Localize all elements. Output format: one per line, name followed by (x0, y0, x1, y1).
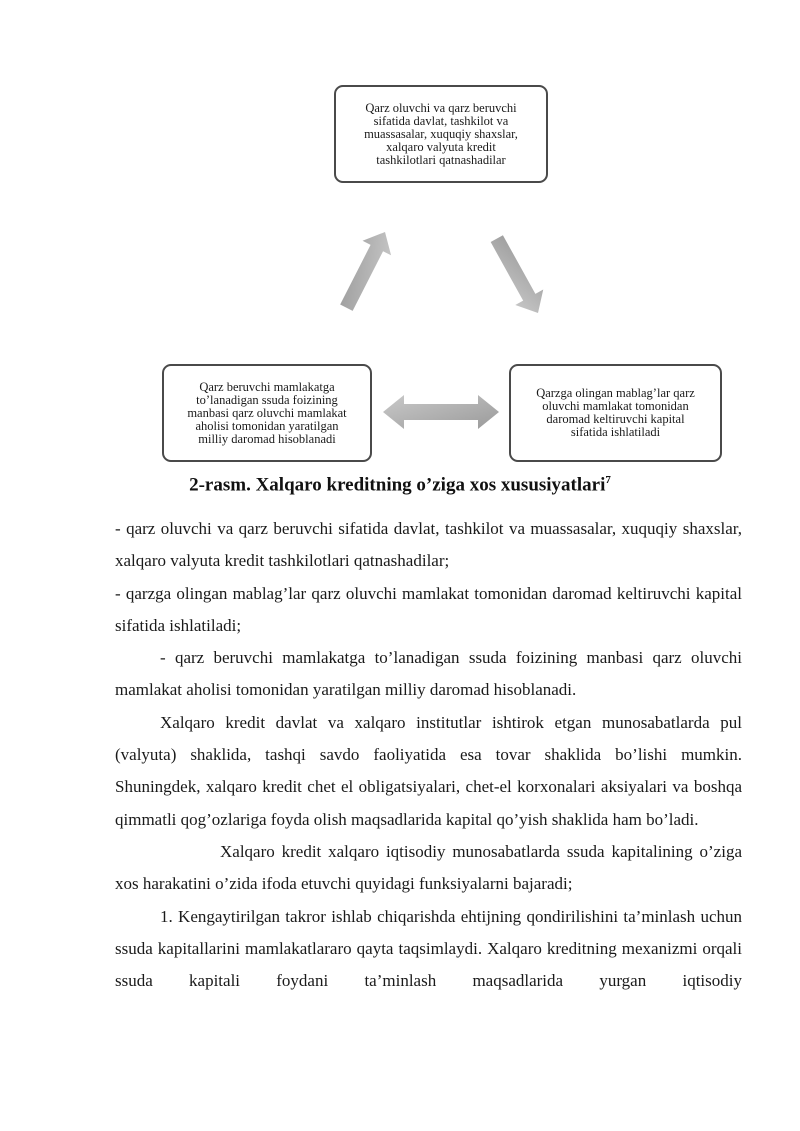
paragraph-bullet-2: - qarzga olingan mablag’lar qarz oluvchi mamlakat tomonidan daromad keltiruvchi kapital sifatida ishlatiladi; (115, 583, 742, 635)
footnote-marker: 7 (605, 474, 611, 486)
box-top-line: muassasalar, xuquqiy shaxslar, (364, 126, 518, 141)
box-left-line: milliy daromad hisoblanadi (198, 431, 336, 446)
paragraph-functions-intro: Xalqaro kredit xalqaro iqtisodiy munosabatlarda ssuda kapitalining o’ziga xos harakatini o’zida ifoda etuvchi quyidagi funksiyalarni bajaradi; (115, 841, 742, 894)
diagram-box-capital-use (509, 364, 722, 462)
paragraph-function-1: 1. Kengaytirilgan takror ishlab chiqarishda ehtijning qondirilishini ta’minlash uchun ssuda kapitallarini mamlakatlararo qayta taqsimlaydi. Xalqaro kreditning mexanizmi orqali ssuda kapitali foydani ta’minlash maqsadlarida yurgan iqtisodiy (115, 906, 742, 991)
box-top-line: tashkilotlari qatnashadilar (376, 152, 506, 167)
diagram-box-interest-source (162, 364, 372, 462)
box-top-line: Qarz oluvchi va qarz beruvchi (365, 100, 517, 115)
paragraph-forms: Xalqaro kredit davlat va xalqaro institutlar ishtirok etgan munosabatlarda pul (valyuta) shaklida, tashqi savdo faoliyatida esa tovar shaklida bo’lishi mumkin. Shuningdek, xalqaro kredit chet el obligatsiyalari, chet-el korxonalari aksiyalari va boshqa qimmatli qog’ozlariga foyda olish maqsadlarida kapital qo’yish shaklida ham bo’ladi. (115, 712, 742, 829)
box-left-line: aholisi tomonidan yaratilgan (195, 418, 339, 433)
arrow-left-right (383, 395, 499, 429)
box-right-line: daromad keltiruvchi kapital (546, 412, 685, 426)
box-top-line: xalqaro valyuta kredit (386, 139, 496, 154)
box-right-line: sifatida ishlatiladi (570, 425, 661, 439)
body-text (115, 513, 742, 997)
diagram-box-participants (334, 85, 548, 183)
box-left-line: Qarz beruvchi mamlakatga (199, 379, 335, 394)
box-top-line: sifatida davlat, tashkilot va (373, 113, 509, 128)
arrow-left-to-top (332, 225, 399, 315)
box-right-line: oluvchi mamlakat tomonidan (542, 399, 689, 413)
box-left-line: to’lanadigan ssuda foizining (196, 392, 338, 407)
box-right-line: Qarzga olingan mablag’lar qarz (536, 386, 695, 400)
arrow-top-to-right (483, 231, 552, 321)
paragraph-bullet-1: - qarz oluvchi va qarz beruvchi sifatida davlat, tashkilot va muassasalar, xuquqiy shaxslar, xalqaro valyuta kredit tashkilotlari qatnashadilar; (115, 519, 742, 571)
box-left-line: manbasi qarz oluvchi mamlakat (187, 405, 347, 420)
figure-caption-text: 2-rasm. Xalqaro kreditning o’ziga xos xususiyatlari (189, 474, 606, 496)
figure-caption (0, 474, 800, 496)
credit-features-diagram (0, 0, 800, 470)
paragraph-bullet-3: - qarz beruvchi mamlakatga to’lanadigan ssuda foizining manbasi qarz oluvchi mamlakat aholisi tomonidan yaratilgan milliy daromad hisoblanadi. (115, 648, 742, 700)
